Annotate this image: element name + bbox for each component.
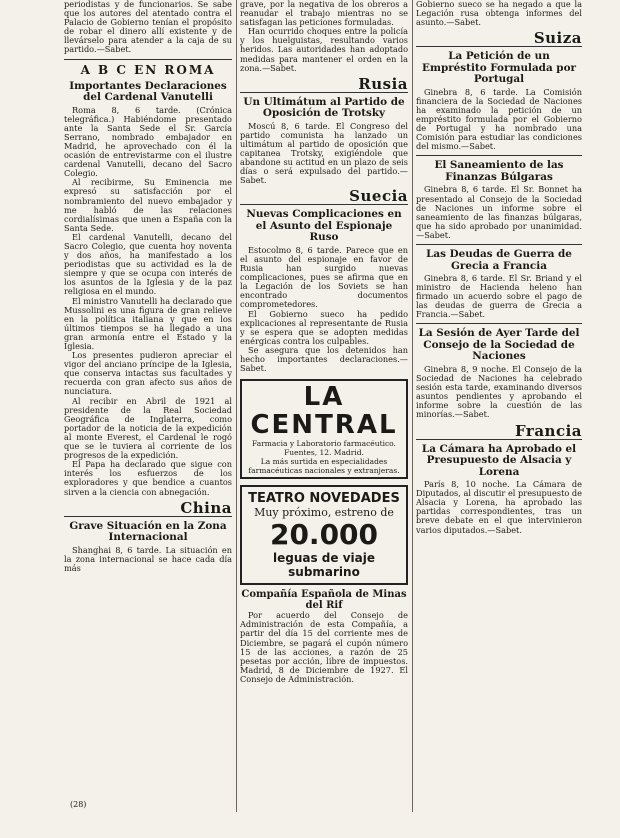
ad-text: leguas de viaje submarino	[273, 551, 375, 580]
paragraph: Han ocurrido choques entre la policía y los huelguistas, resultando varios heridos. Las autoridades han adoptado medidas para mantener el orden en la zona.—Sabet.	[240, 26, 408, 73]
paragraph: Ginebra 8, 6 tarde. El Sr. Bonnet ha presentado al Consejo de la Sociedad de Naciones un informe sobre el saneamiento de las finanzas búlgaras, que ha sido aprobado por unanimidad.—Sabet.	[416, 184, 582, 240]
ad-title: LA CENTRAL	[250, 382, 398, 441]
paragraph: Ginebra 8, 9 noche. El Consejo de la Sociedad de Naciones ha celebrado sesión esta tarde, examinando diversos asuntos pendientes y aprobando el informe sobre la cuestión de las minorías.—Sabet.	[416, 363, 582, 420]
section-russia: Rusia	[240, 76, 408, 93]
column-divider	[236, 0, 237, 812]
paragraph: El Papa ha declarado que sigue con interés los esfuerzos de los exploradores y que bendice a cuantos sirven a la ciencia con abnegación.	[64, 459, 232, 497]
ad-subtitle: Farmacia y Laboratorio farmacéutico. Fuentes, 12. Madrid.	[252, 439, 396, 458]
article-text: grave, por la negativa de los obreros a reanudar el trabajo mientras no se satisfagan las peticiones formuladas.	[240, 0, 408, 28]
headline: Un Ultimátum al Partido de Oposición de Trotsky	[243, 95, 405, 120]
paragraph: Shanghai 8, 6 tarde. La situación en la zona internacional se hace cada día más	[64, 544, 232, 573]
article-text: Gobierno sueco se ha negado a que la Legación rusa obtenga informes del asunto.—Sabet.	[416, 0, 582, 28]
headline: Las Deudas de Guerra de Grecia a Francia	[426, 248, 572, 272]
page-number: (28)	[70, 800, 87, 809]
headline: Grave Situación en la Zona Internacional	[69, 519, 227, 544]
column-divider	[412, 0, 413, 812]
headline: La Sesión de Ayer Tarde del Consejo de la Sociedad de Naciones	[418, 327, 580, 363]
paragraph: Moscú 8, 6 tarde. El Congreso del partido comunista ha lanzado un ultimátum al partido de oposición que capitanea Trotsky, exigiéndole que abandone su actitud en un plazo de seis días o será expulsado del partido.—Sabet.	[240, 120, 408, 186]
paragraph: Estocolmo 8, 6 tarde. Parece que en el asunto del espionaje en favor de Rusia han surgido nuevas complicaciones, pues se afirma que en la Legación de los Soviets se han encontrado documentos comprometedores.	[240, 244, 408, 310]
article-text: periodistas y de funcionarios. Se sabe que los autores del atentado contra el Palacio de Gobierno tenían el propósito de robar el dinero allí existente y de llevárselo para atender a la caja de su partido.—Sabet.	[64, 0, 232, 55]
paragraph: El ministro Vanutelli ha declarado que Mussolini es una figura de gran relieve en la política italiana y que en los últimos tiempos se ha llegado a una gran armonía entre el Estado y la Iglesia.	[64, 295, 232, 351]
ad-number: 20.000	[269, 518, 379, 552]
paragraph: Ginebra 8, 6 tarde. La Comisión financiera de la Sociedad de Naciones ha examinado la petición de un empréstito formulada por el Gobierno de Portugal y ha nombrado una Comisión para estudiar las condiciones del mismo.—Sabet.	[416, 86, 582, 152]
paragraph: Roma 8, 6 tarde. (Crónica telegráfica.) Habiéndome presentado ante la Santa Sede el Sr. García Serrano, nombrado embajador en Madrid, he aprovechado con él la ocasión de entrevistarme con el ilustre cardenal Vanutelli, decano del Sacro Colegio.	[64, 104, 232, 179]
headline: Nuevas Complicaciones en el Asunto del Espionaje Ruso	[246, 208, 402, 244]
section-china: China	[64, 500, 232, 517]
headline: Importantes Declaraciones del Cardenal Vanutelli	[69, 79, 227, 104]
section-sweden: Suecia	[240, 188, 408, 205]
ad-text: Por acuerdo del Consejo de Administración de esta Compañía, a partir del día 15 del corriente mes de Diciembre, se pagará el cupón número 15 de las acciones, a razón de 25 pesetas por acción, libre de impuestos. Madrid, 8 de Diciembre de 1927. El Consejo de Administración.	[240, 610, 408, 684]
headline: El Saneamiento de las Finanzas Búlgaras	[434, 159, 564, 183]
paragraph: El cardenal Vanutelli, decano del Sacro Colegio, que cuenta hoy noventa y dos años, ha manifestado a los periodistas que su actividad es la de siempre y que se ocupa con interés de los asuntos de la Iglesia y de la paz religiosa en el mundo.	[64, 231, 232, 297]
paragraph: París 8, 10 noche. La Cámara de Diputados, al discutir el presupuesto de Alsacia y Lorena, ha aprobado las partidas correspondientes, tras un breve debate en el que intervinieron varios diputados.—Sabet.	[416, 479, 582, 535]
paragraph: Los presentes pudieron apreciar el vigor del anciano príncipe de la Iglesia, que conserva intactas sus facultades y recuerda con gran afecto sus años de nunciatura.	[64, 350, 232, 397]
paragraph: El Gobierno sueco ha pedido explicaciones al representante de Rusia y se espera que se adopten medidas enérgicas contra los culpables.	[240, 308, 408, 346]
section-title: A B C EN ROMA	[80, 62, 216, 77]
section-francia: Francia	[416, 423, 582, 440]
paragraph: Al recibir en Abril de 1921 al presidente de la Real Sociedad Geográfica de Inglaterra, como portador de la noticia de la expedición al monte Everest, el Cardenal le rogó que se le tuviera al corriente de los progresos de la expedición.	[64, 395, 232, 461]
ad-title: TEATRO NOVEDADES	[248, 491, 400, 507]
ad-teatro-novedades	[240, 485, 408, 585]
section-suiza: Suiza	[416, 30, 582, 47]
ad-subtitle: La más surtida en especialidades farmacéuticas nacionales y extranjeras.	[248, 457, 400, 476]
ad-text: Muy próximo, estreno de	[254, 506, 394, 520]
ad-minas-rif	[240, 589, 408, 684]
column-1	[64, 0, 232, 573]
paragraph: Se asegura que los detenidos han hecho importantes declaraciones.—Sabet.	[240, 344, 408, 374]
column-3	[416, 0, 582, 535]
ad-la-central	[240, 379, 408, 479]
headline: La Cámara ha Aprobado el Presupuesto de Alsacia y Lorena	[421, 442, 577, 478]
paragraph: Ginebra 8, 6 tarde. El Sr. Briand y el ministro de Hacienda heleno han firmado un acuerdo sobre el pago de las deudas de guerra de Grecia a Francia.—Sabet.	[416, 273, 582, 320]
headline: La Petición de un Empréstito Formulada por Portugal	[422, 50, 576, 86]
ad-title: Compañía Española de Minas del Rif	[241, 589, 407, 612]
column-2	[240, 0, 408, 684]
paragraph: Al recibirme, Su Eminencia me expresó su satisfacción por el nombramiento del nuevo embajador y me habló de las relaciones cordialísimas que unen a España con la Santa Sede.	[64, 177, 232, 233]
